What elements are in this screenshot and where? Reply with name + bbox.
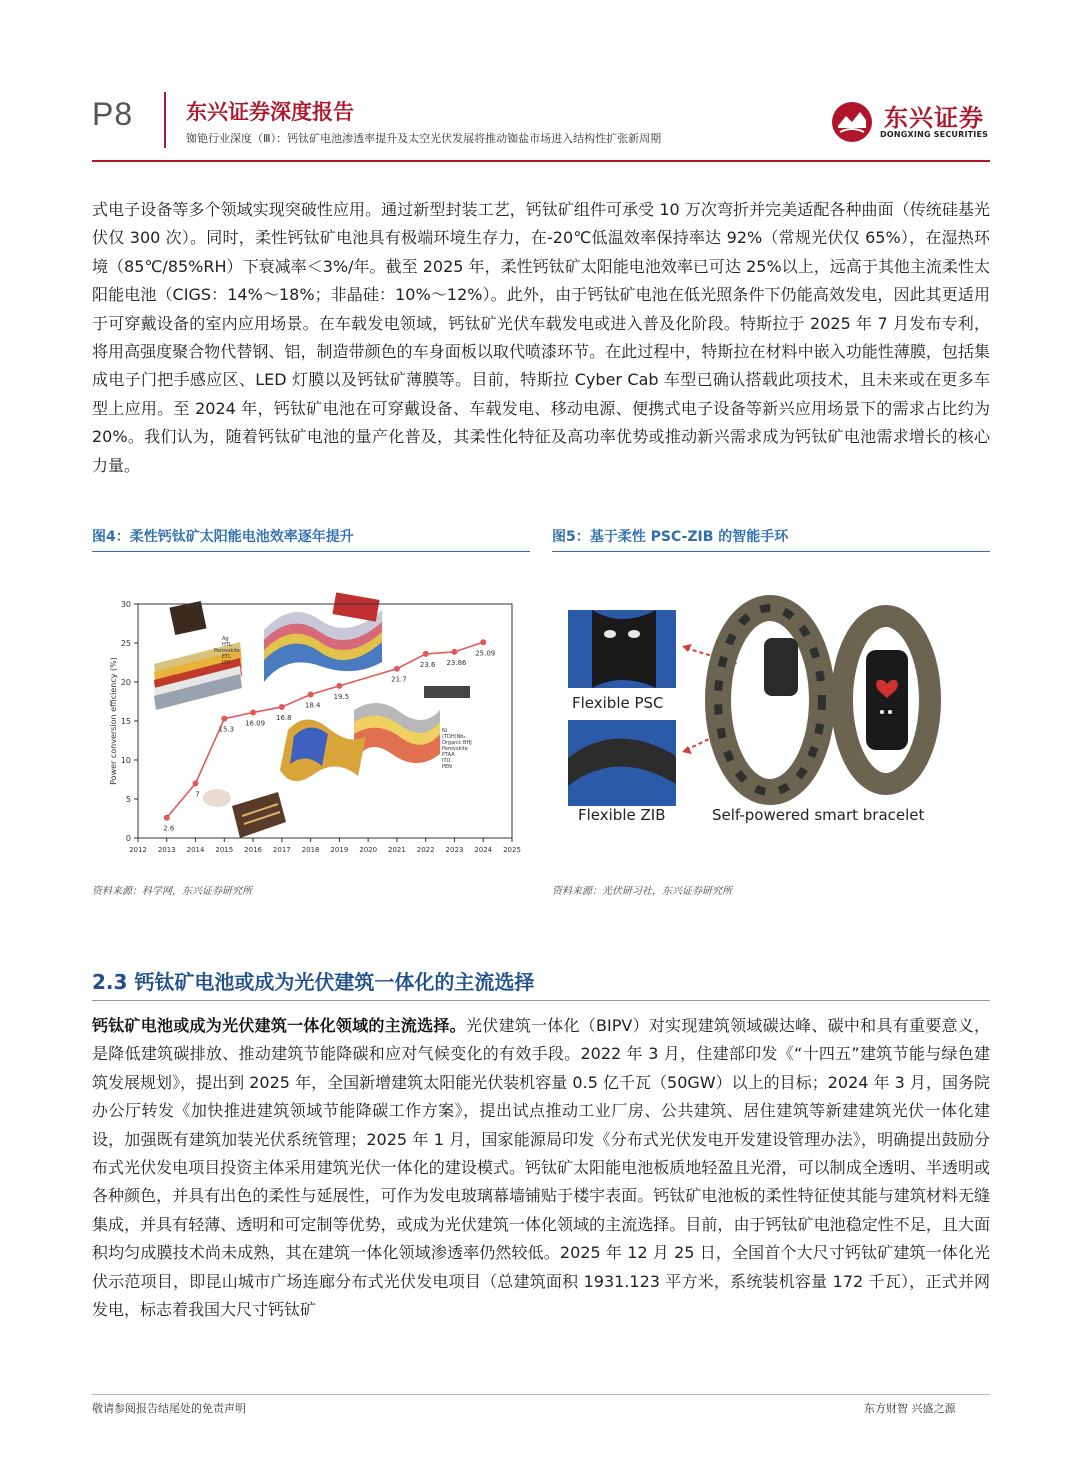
data-point <box>221 716 227 722</box>
layer-label: HTL <box>222 642 232 648</box>
x-tick-label: 2025 <box>503 846 521 854</box>
data-point <box>423 651 429 657</box>
data-label: 19.5 <box>333 692 350 701</box>
body-paragraph-1: 式电子设备等多个领域实现突破性应用。通过新型封装工艺，钙钛矿组件可承受 10 万次弯折并完美适配各种曲面（传统硅基光伏仅 300 次）。同时，柔性钙钛矿电池具有极端环境生存力，在-20℃低温效率保持率达 92%（常规光伏仅 65%），在湿热环境（85℃/85%RH）下衰减率＜3%/年。截至 2025 年，柔性钙钛矿太阳能电池效率已可达 25%以上，远高于其他主流柔性太阳能电池（CIGS：14%～18%；非晶硅：10%～12%）。此外，由于钙钛矿电池在低光照条件下仍能高效发电，因此其更适用于可穿戴设备的室内应用场景。在车载发电领域，钙钛矿光伏车载发电或进入普及化阶段。特斯拉于 2025 年 7 月发布专利，将用高强度聚合物代替钢、铝，制造带颜色的车身面板以取代喷漆环节。在此过程中，特斯拉在材料中嵌入功能性薄膜，包括集成电子门把手感应区、LED 灯膜以及钙钛矿薄膜等。目前，特斯拉 Cyber Cab 车型已确认搭载此项技术，且未来或在更多车型上应用。至 2024 年，钙钛矿电池在可穿戴设备、车载发电、移动电源、便携式电子设备等新兴应用场景下的需求占比约为 20%。我们认为，随着钙钛矿电池的量产化普及，其柔性化特征及高功率优势或推动新兴需求成为钙钛矿电池需求增长的核心力量。 <box>92 200 990 475</box>
device-stack-illustration <box>154 601 242 710</box>
report-title: 东兴证券深度报告 <box>186 100 354 124</box>
figure4-caption: 图4：柔性钙钛矿太阳能电池效率逐年提升 <box>92 529 354 545</box>
flexible-psc-photo <box>568 594 676 688</box>
data-label: 18.4 <box>304 701 321 710</box>
layer-label: ITO <box>222 660 231 666</box>
data-label: 16.8 <box>276 713 292 722</box>
multilayer-illustration <box>354 703 472 770</box>
data-point <box>308 691 314 697</box>
layer-label: (TDH)Nb₂ <box>442 734 466 740</box>
bent-cell-illustration <box>280 719 366 781</box>
x-tick-label: 2012 <box>129 846 147 854</box>
figure5-photo <box>552 580 990 860</box>
data-label: 25.09 <box>475 649 496 658</box>
flexible-film-illustration <box>264 592 382 682</box>
footer-disclaimer: 敬请参阅报告结尾处的免责声明 <box>92 1402 246 1415</box>
layer-label: ETL <box>222 654 231 660</box>
figure5-source: 资料来源：光伏研习社，东兴证券研究所 <box>552 886 732 897</box>
figure4-caption-rule <box>92 551 530 552</box>
data-point <box>250 709 256 715</box>
x-tick-label: 2020 <box>359 846 378 854</box>
layer-label: ITO <box>442 758 451 764</box>
x-tick-label: 2023 <box>445 846 464 854</box>
section-heading: 2.3 钙钛矿电池或成为光伏建筑一体化的主流选择 <box>92 970 535 994</box>
data-label: 15.3 <box>218 725 235 734</box>
layer-label: PEN <box>442 764 452 770</box>
data-point <box>279 704 285 710</box>
x-tick-label: 2014 <box>186 846 205 854</box>
data-point <box>336 683 342 689</box>
label-flexible-zib: Flexible ZIB <box>578 806 666 824</box>
layer-label: Ag <box>222 636 229 642</box>
section-lead-sentence: 钙钛矿电池或成为光伏建筑一体化领域的主流选择。 <box>92 1016 466 1035</box>
data-label: 23.6 <box>419 660 436 669</box>
figure4-source: 资料来源：科学网，东兴证券研究所 <box>92 886 252 897</box>
dongxing-logo-icon <box>830 100 874 144</box>
figure5-caption: 图5：基于柔性 PSC-ZIB 的智能手环 <box>552 529 789 545</box>
data-label: 21.7 <box>391 675 407 684</box>
figure5-caption-rule <box>552 551 990 552</box>
layer-label: Organic BHJ <box>442 740 472 746</box>
label-flexible-psc: Flexible PSC <box>572 694 664 712</box>
data-point <box>394 666 400 672</box>
flexible-zib-photo <box>568 720 676 806</box>
label-self-powered-bracelet: Self-powered smart bracelet <box>712 806 925 824</box>
layer-label: Perovskite <box>442 746 468 752</box>
data-point <box>164 815 170 821</box>
section-body-text: 光伏建筑一体化（BIPV）对实现建筑领域碳达峰、碳中和具有重要意义，是降低建筑碳排放、推动建筑节能降碳和应对气候变化的有效手段。2022 年 3 月，住建部印发《“十四五”建筑节能与绿色建筑发展规划》，提出到 2025 年，全国新增建筑太阳能光伏装机容量 0.5 亿千瓦（50GW）以上的目标；2024 年 3 月，国务院办公厅转发《加快推进建筑领域节能降碳工作方案》，提出试点推动工业厂房、公共建筑、居住建筑等新建建筑光伏一体化建设，加强既有建筑加装光伏系统管理；2025 年 1 月，国家能源局印发《分布式光伏发电开发建设管理办法》，明确提出鼓励分布式光伏发电项目投资主体采用建筑光伏一体化的建设模式。钙钛矿太阳能电池板质地轻盈且光滑，可以制成全透明、半透明或各种颜色，并具有出色的柔性与延展性，可作为发电玻璃幕墙铺贴于楼宇表面。钙钛矿电池板的柔性特征使其能与建筑材料无缝集成，并具有轻薄、透明和可定制等优势，或成为光伏建筑一体化领域的主流选择。目前，由于钙钛矿电池稳定性不足，且大面积均匀成膜技术尚未成熟，其在建筑一体化领域渗透率仍然较低。2025 年 12 月 25 日，全国首个大尺寸钙钛矿建筑一体化光伏示范项目，即昆山城市广场连廊分布式光伏发电项目（总建筑面积 1931.123 平方米，系统装机容量 172 千瓦），正式并网发电，标志着我国大尺寸钙钛矿 <box>92 1016 990 1320</box>
footer-slogan: 东方财智 兴盛之源 <box>864 1402 956 1415</box>
module-illustration <box>424 686 470 698</box>
header-rule <box>92 160 990 162</box>
y-tick-label: 20 <box>120 678 131 687</box>
header-divider <box>164 92 166 148</box>
y-tick-label: 0 <box>125 834 131 843</box>
x-tick-label: 2022 <box>416 846 435 854</box>
page-number: P8 <box>92 96 134 132</box>
data-label: 2.6 <box>163 824 175 833</box>
x-tick-label: 2017 <box>272 846 291 854</box>
y-tick-label: 5 <box>125 795 131 804</box>
x-tick-label: 2019 <box>330 846 349 854</box>
x-tick-label: 2021 <box>388 846 406 854</box>
section-heading-rule <box>92 1000 990 1001</box>
x-tick-label: 2015 <box>215 846 234 854</box>
data-point <box>193 780 199 786</box>
data-point <box>451 649 457 655</box>
layer-label: Ni <box>442 728 448 734</box>
y-tick-label: 30 <box>120 600 131 609</box>
y-tick-label: 10 <box>120 756 131 765</box>
report-subtitle: 铷铯行业深度（Ⅲ）：钙钛矿电池渗透率提升及太空光伏发展将推动铷盐市场进入结构性扩张新周期 <box>186 132 662 145</box>
y-tick-label: 25 <box>120 639 131 648</box>
x-tick-label: 2016 <box>244 846 262 854</box>
x-tick-label: 2013 <box>157 846 176 854</box>
x-tick-label: 2018 <box>301 846 320 854</box>
data-point <box>480 639 486 645</box>
footer-rule <box>92 1394 990 1395</box>
x-tick-label: 2024 <box>474 846 493 854</box>
body-paragraph-2 <box>92 1012 990 1324</box>
y-tick-label: 15 <box>120 717 131 726</box>
logo-text-cn: 东兴证券 <box>884 104 984 132</box>
data-label: 16.09 <box>245 719 266 728</box>
logo-text-en: DONGXING SECURITIES <box>880 130 989 139</box>
y-axis-label: Power conversion efficiency (%) <box>109 657 118 785</box>
smart-bracelet-photo <box>718 608 930 792</box>
data-label: 7 <box>195 790 200 799</box>
figure4-chart <box>92 580 532 865</box>
layer-label: PTAA <box>442 752 455 758</box>
data-label: 23.86 <box>446 658 467 667</box>
layer-label: Perovskite <box>214 648 240 654</box>
hand-held-cell-illustration <box>203 789 286 838</box>
